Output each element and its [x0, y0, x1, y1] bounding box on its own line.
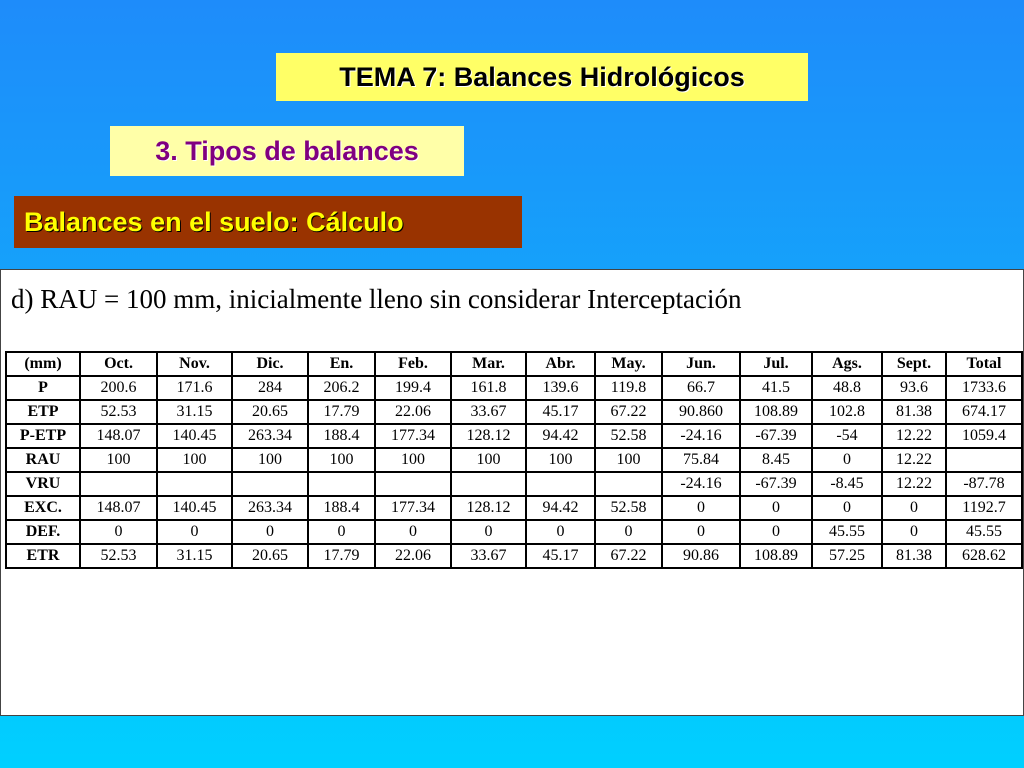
table-cell: 177.34	[375, 496, 451, 520]
column-header: (mm)	[6, 352, 80, 376]
section-heading: Balances en el suelo: Cálculo	[14, 196, 522, 248]
slide-subtitle: 3. Tipos de balances	[110, 126, 464, 176]
table-cell	[451, 472, 526, 496]
table-cell: 100	[80, 448, 157, 472]
column-header: May.	[595, 352, 662, 376]
table-cell	[232, 472, 308, 496]
table-cell: 33.67	[451, 400, 526, 424]
table-cell: 0	[662, 496, 740, 520]
table-cell: 108.89	[740, 544, 812, 568]
table-cell: 100	[451, 448, 526, 472]
table-row	[6, 400, 1022, 424]
table-cell: 52.58	[595, 424, 662, 448]
table-cell: 0	[740, 520, 812, 544]
column-header: Jun.	[662, 352, 740, 376]
table-cell: 128.12	[451, 424, 526, 448]
table-cell: 90.86	[662, 544, 740, 568]
table-cell: -24.16	[662, 424, 740, 448]
table-cell: 188.4	[308, 496, 375, 520]
row-header: DEF.	[6, 520, 80, 544]
slide-title: TEMA 7: Balances Hidrológicos	[276, 53, 808, 101]
table-cell: 22.06	[375, 400, 451, 424]
table-cell: 284	[232, 376, 308, 400]
row-header: EXC.	[6, 496, 80, 520]
table-cell: 139.6	[526, 376, 595, 400]
table-cell: 45.55	[946, 520, 1022, 544]
table-cell	[946, 448, 1022, 472]
row-header: ETR	[6, 544, 80, 568]
table-cell: 17.79	[308, 544, 375, 568]
table-cell: 199.4	[375, 376, 451, 400]
table-cell: 0	[882, 496, 946, 520]
table-cell	[157, 472, 232, 496]
column-header: Dic.	[232, 352, 308, 376]
row-header: ETP	[6, 400, 80, 424]
table-cell: 20.65	[232, 400, 308, 424]
table-cell: 75.84	[662, 448, 740, 472]
table-row	[6, 544, 1022, 568]
table-cell: 52.53	[80, 544, 157, 568]
column-header: Nov.	[157, 352, 232, 376]
table-cell: 0	[451, 520, 526, 544]
table-cell: 93.6	[882, 376, 946, 400]
table-cell: 0	[526, 520, 595, 544]
table-cell: 0	[232, 520, 308, 544]
table-cell: 100	[308, 448, 375, 472]
table-cell: 177.34	[375, 424, 451, 448]
table-cell: 102.8	[812, 400, 882, 424]
problem-statement: d) RAU = 100 mm, inicialmente lleno sin considerar Interceptación	[11, 284, 742, 314]
column-header: Sept.	[882, 352, 946, 376]
table-cell: 57.25	[812, 544, 882, 568]
row-header: VRU	[6, 472, 80, 496]
table-cell: 45.17	[526, 400, 595, 424]
table-cell: -67.39	[740, 424, 812, 448]
table-cell: 100	[526, 448, 595, 472]
table-cell: 100	[232, 448, 308, 472]
table-cell: 0	[812, 448, 882, 472]
table-cell: 108.89	[740, 400, 812, 424]
table-row	[6, 424, 1022, 448]
table-row	[6, 376, 1022, 400]
table-cell: 200.6	[80, 376, 157, 400]
table-cell: 128.12	[451, 496, 526, 520]
table-cell: 33.67	[451, 544, 526, 568]
table-cell: 81.38	[882, 544, 946, 568]
table-cell: 148.07	[80, 424, 157, 448]
table-cell: 161.8	[451, 376, 526, 400]
table-row	[6, 448, 1022, 472]
table-cell	[595, 472, 662, 496]
table-cell: 0	[375, 520, 451, 544]
table-cell: 12.22	[882, 448, 946, 472]
table-cell: 90.860	[662, 400, 740, 424]
table-row	[6, 496, 1022, 520]
table-cell: 0	[80, 520, 157, 544]
water-balance-table	[5, 351, 1023, 569]
table-cell: 263.34	[232, 424, 308, 448]
table-cell: 0	[308, 520, 375, 544]
table-cell: 263.34	[232, 496, 308, 520]
table-cell: 12.22	[882, 472, 946, 496]
table-cell: -8.45	[812, 472, 882, 496]
table-cell: 66.7	[662, 376, 740, 400]
column-header: Total	[946, 352, 1022, 376]
column-header: Oct.	[80, 352, 157, 376]
table-cell: 12.22	[882, 424, 946, 448]
table-cell: 0	[740, 496, 812, 520]
table-cell: 94.42	[526, 424, 595, 448]
row-header: P-ETP	[6, 424, 80, 448]
table-cell: 94.42	[526, 496, 595, 520]
table-cell: 140.45	[157, 424, 232, 448]
table-cell: 0	[157, 520, 232, 544]
table-cell: 20.65	[232, 544, 308, 568]
table-cell	[80, 472, 157, 496]
column-header: En.	[308, 352, 375, 376]
table-cell: 1733.6	[946, 376, 1022, 400]
table-cell: 0	[882, 520, 946, 544]
table-cell: 17.79	[308, 400, 375, 424]
table-cell: -87.78	[946, 472, 1022, 496]
table-cell: 67.22	[595, 544, 662, 568]
table-cell: 1192.7	[946, 496, 1022, 520]
table-cell: 0	[662, 520, 740, 544]
table-cell: 45.17	[526, 544, 595, 568]
content-panel	[0, 269, 1024, 716]
table-cell: 100	[375, 448, 451, 472]
table-cell: 674.17	[946, 400, 1022, 424]
table-cell: 100	[157, 448, 232, 472]
table-row	[6, 520, 1022, 544]
column-header: Ags.	[812, 352, 882, 376]
table-cell: 31.15	[157, 544, 232, 568]
table-cell: 188.4	[308, 424, 375, 448]
table-cell: 22.06	[375, 544, 451, 568]
table-cell: -24.16	[662, 472, 740, 496]
column-header: Mar.	[451, 352, 526, 376]
table-cell: 140.45	[157, 496, 232, 520]
table-cell: 52.53	[80, 400, 157, 424]
table-cell	[308, 472, 375, 496]
table-cell: 171.6	[157, 376, 232, 400]
table-cell: 1059.4	[946, 424, 1022, 448]
table-cell: 52.58	[595, 496, 662, 520]
table-cell: 628.62	[946, 544, 1022, 568]
table-cell: 148.07	[80, 496, 157, 520]
row-header: RAU	[6, 448, 80, 472]
table-cell: 8.45	[740, 448, 812, 472]
table-header-row	[6, 352, 1022, 376]
column-header: Abr.	[526, 352, 595, 376]
table-cell: 0	[812, 496, 882, 520]
row-header: P	[6, 376, 80, 400]
table-row	[6, 472, 1022, 496]
table-cell: 41.5	[740, 376, 812, 400]
table-cell	[526, 472, 595, 496]
table-cell: 119.8	[595, 376, 662, 400]
table-cell: 206.2	[308, 376, 375, 400]
table-cell	[375, 472, 451, 496]
table-cell: 67.22	[595, 400, 662, 424]
table-cell: 100	[595, 448, 662, 472]
column-header: Feb.	[375, 352, 451, 376]
table-cell: -67.39	[740, 472, 812, 496]
table-cell: 45.55	[812, 520, 882, 544]
table-cell: 48.8	[812, 376, 882, 400]
table-cell: 31.15	[157, 400, 232, 424]
table-cell: 0	[595, 520, 662, 544]
table-cell: -54	[812, 424, 882, 448]
table-cell: 81.38	[882, 400, 946, 424]
column-header: Jul.	[740, 352, 812, 376]
